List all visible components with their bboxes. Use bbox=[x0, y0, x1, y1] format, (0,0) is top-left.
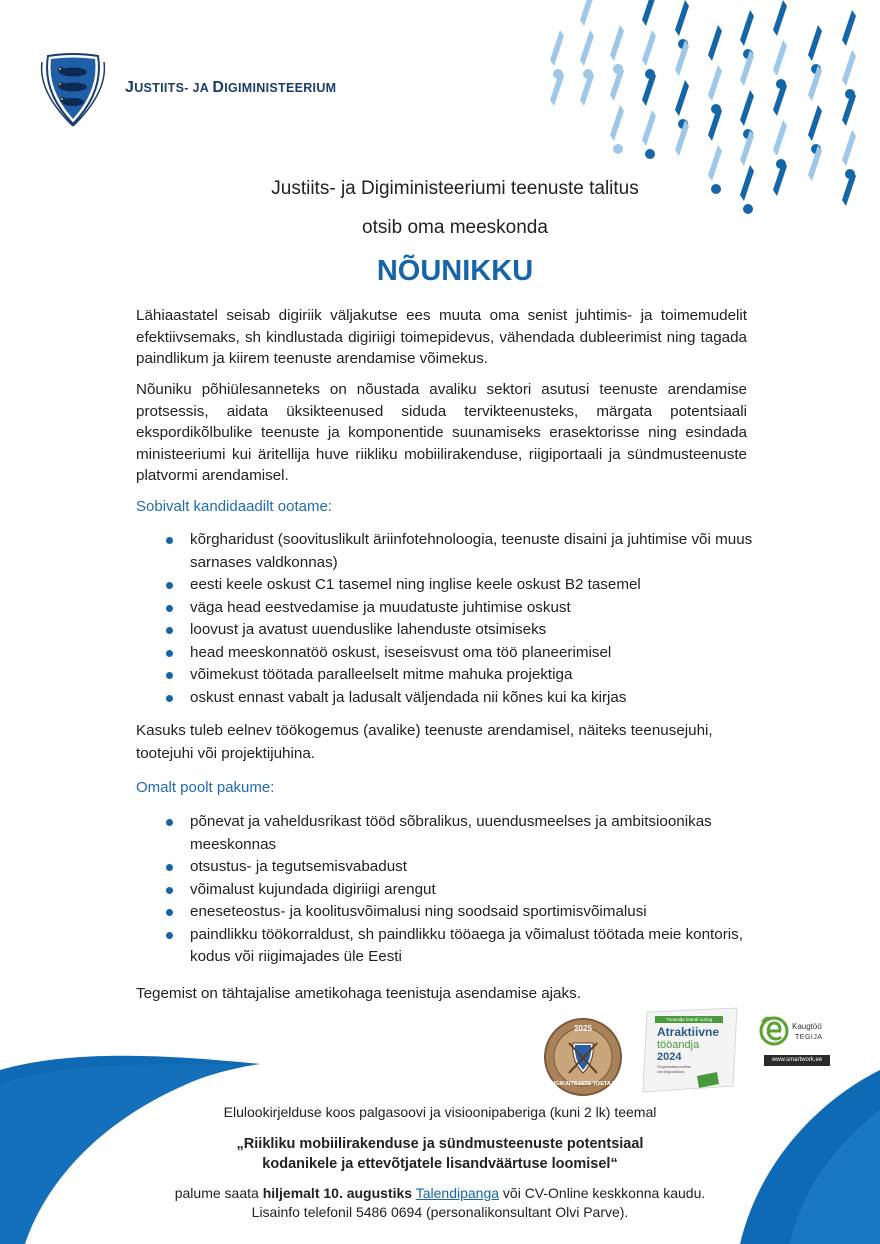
essay-topic-line-1: „Riikliku mobiilirakenduse ja sündmusteenuste potentsiaal bbox=[236, 1136, 644, 1152]
essay-topic-line-2: kodanikele ja ettevõtjatele lisandväärtuse loomisel“ bbox=[262, 1156, 618, 1172]
list-item: otsustus- ja tegutsemisvabadust bbox=[160, 856, 760, 879]
intro-line-1: Justiits- ja Digiministeeriumi teenuste talitus bbox=[271, 178, 639, 199]
atr-subtitle: Organisatsiooniline võrdõiguslikkus bbox=[657, 1064, 692, 1074]
list-item: head meeskonnatöö oskust, iseseisvust oma töö planeerimisel bbox=[160, 642, 760, 665]
kaugtoo-label: Kaugtöö bbox=[792, 1022, 822, 1031]
position-type-paragraph: Tegemist on tähtajalise ametikohaga teenistuja asendamise ajaks. bbox=[136, 985, 581, 1002]
atr-year: 2024 bbox=[657, 1051, 682, 1063]
offer-list bbox=[160, 811, 760, 969]
kaugtoo-tegija: TEGIJA bbox=[795, 1034, 823, 1041]
defence-supporter-medal bbox=[543, 1017, 623, 1097]
list-item: väga head eestvedamise ja muudatuste juhtimise oskust bbox=[160, 597, 760, 620]
list-item: paindlikku töökorraldust, sh paindlikku tööaega ja võimalust töötada meie kontoris, kodus või riigimajades üle Eesti bbox=[160, 924, 760, 969]
duties-paragraph: Nõuniku põhiülesanneteks on nõustada avaliku sektori asutusi teenuste arendamise protsessis, aidata üksikteenused siduda tervikteenusteks, märgata potentsiaali ekspordikõlbulike teenuste ja komponentide suunamiseks erasektorisse ning esindada ministeeriumi kui äritellija huve riikliku mobiilirakenduse, riigiportaali ja sündmusteenuste platvormi arendamisel. bbox=[136, 381, 747, 484]
talendipank-link[interactable]: Talendipanga bbox=[415, 1185, 500, 1201]
coat-of-arms-logo bbox=[38, 52, 108, 128]
org-name-part-1: USTIITS bbox=[134, 81, 185, 95]
list-item: oskust ennast vabalt ja ladusalt väljendada nii kõnes kui ka kirjas bbox=[160, 687, 760, 710]
org-name-part-3: IGIMINISTEERIUM bbox=[224, 81, 337, 95]
list-item: kõrgharidust (soovituslikult äriinfotehnoloogia, teenuste disaini ja juhtimise või muus sarnases valdkonnas) bbox=[160, 529, 760, 574]
deadline-line bbox=[0, 1184, 880, 1203]
list-item: võimalust kujundada digiriigi arengut bbox=[160, 879, 760, 902]
job-title: NÕUNIKKU bbox=[376, 255, 534, 287]
list-item: võimekust töötada paralleelselt mitme mahuka projektiga bbox=[160, 664, 760, 687]
contact-info: Lisainfo telefonil 5486 0694 (personalikonsultant Olvi Parve). bbox=[251, 1204, 629, 1220]
experience-paragraph: Kasuks tuleb eelnev töökogemus (avalike) teenuste arendamisel, näiteks teenusejuhi, tootejuhi või projektijuhina. bbox=[136, 722, 713, 762]
list-item: eneseteostus- ja koolitusvõimalusi ning soodsaid sportimisvõimalusi bbox=[160, 901, 760, 924]
atr-small-label: Tööandja brändi uuring bbox=[665, 1017, 713, 1022]
atr-title-1: Atraktiivne bbox=[657, 1025, 720, 1039]
intro-paragraph: Lähiaastatel seisab digiriik väljakutse ees muuta oma senist juhtimis- ja toimemudelit efektiivsemaks, sh kindlustada digiriigi toimepidevus, vähendada dubleerimist ning tagada paindlikum ja kiirem teenuste arendamise võimekus. bbox=[136, 307, 747, 367]
offer-heading: Omalt poolt pakume: bbox=[136, 779, 275, 796]
list-item: põnevat ja vaheldusrikast tööd sõbralikus, uuendusmeelses ja ambitsioonikas meeskonnas bbox=[160, 811, 760, 856]
requirements-heading: Sobivalt kandidaadilt ootame: bbox=[136, 498, 332, 515]
application-instruction: Elulookirjelduse koos palgasoovi ja visioonipaberiga (kuni 2 lk) teemal bbox=[223, 1104, 657, 1120]
deadline-suffix: või CV-Online keskkonna kaudu. bbox=[499, 1185, 706, 1201]
kaugtoo-badge bbox=[754, 1014, 834, 1070]
medal-text: RIIGIKAITSJATE TOETAJA bbox=[548, 1081, 618, 1087]
deadline-prefix: palume saata bbox=[174, 1185, 263, 1201]
org-name-initial-d: D bbox=[212, 79, 225, 96]
list-item: loovust ja avatust uuenduslike lahenduste otsimiseks bbox=[160, 619, 760, 642]
medal-year: 2025 bbox=[574, 1024, 592, 1033]
smartwork-url: www.smartwork.ee bbox=[764, 1055, 830, 1066]
org-name-part-2: - JA bbox=[184, 81, 213, 95]
requirements-list bbox=[160, 529, 760, 709]
deadline-date: hiljemalt 10. augustiks bbox=[262, 1185, 413, 1201]
list-item: eesti keele oskust C1 tasemel ning inglise keele oskust B2 tasemel bbox=[160, 574, 760, 597]
org-name-initial-j: J bbox=[125, 79, 135, 96]
intro-line-2: otsib oma meeskonda bbox=[362, 217, 548, 238]
atr-title-2: tööandja bbox=[657, 1039, 700, 1051]
decorative-pattern bbox=[540, 0, 880, 240]
attractive-employer-badge bbox=[641, 1006, 741, 1096]
organization-name bbox=[125, 79, 336, 97]
